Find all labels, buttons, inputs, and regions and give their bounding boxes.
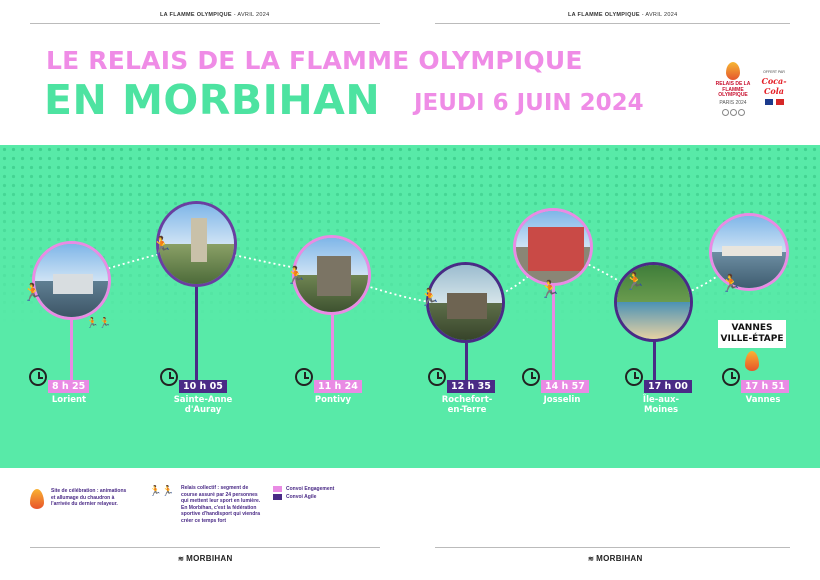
stop-city: Sainte-Anne d'Auray: [173, 395, 233, 415]
header-left: LA FLAMME OLYMPIQUE - AVRIL 2024: [160, 12, 270, 18]
footer-divider-left: [30, 547, 380, 548]
stop-pole: [195, 285, 198, 382]
stop-time: 10 h 05: [179, 380, 227, 393]
title-line1: LE RELAIS DE LA FLAMME OLYMPIQUE: [46, 46, 583, 75]
header-brand: LA FLAMME OLYMPIQUE: [160, 12, 232, 18]
stop-city: Lorient: [51, 395, 87, 405]
footer-divider-right: [435, 547, 790, 548]
dot-pattern: [0, 145, 820, 468]
title-line2: EN MORBIHAN: [44, 76, 381, 124]
stop-time: 17 h 51: [741, 380, 789, 393]
runner-icon: 🏃: [419, 288, 441, 307]
runner-icon: 🏃: [624, 272, 646, 291]
legend-convoi-engagement: Convoi Engagement: [286, 486, 335, 492]
stop-time: 8 h 25: [48, 380, 89, 393]
stop-pole: [331, 313, 334, 382]
morbihan-wave-icon: ≋: [178, 556, 185, 563]
runner-icon: 🏃: [151, 236, 173, 255]
clock-icon: [428, 368, 446, 386]
legend-convoi-agile: Convoi Agile: [286, 494, 317, 500]
clock-icon: [160, 368, 178, 386]
runner-icon: 🏃: [285, 266, 307, 285]
sponsor-logo: Coca-Cola: [761, 76, 787, 96]
header-divider-right: [435, 23, 790, 24]
logo-text: RELAIS DE LA FLAMME OLYMPIQUE: [715, 81, 751, 98]
stop-pole: [70, 317, 73, 382]
clock-icon: [295, 368, 313, 386]
celebration-flame-icon: [745, 351, 759, 371]
photo-josselin: [513, 208, 593, 286]
event-date: JEUDI 6 JUIN 2024: [414, 90, 644, 116]
clock-icon: [522, 368, 540, 386]
runner-icon: 🏃: [22, 283, 44, 302]
clock-icon: [722, 368, 740, 386]
torch-flame-icon: [726, 62, 740, 80]
stop-time: 17 h 00: [644, 380, 692, 393]
morbihan-wave-icon: ≋: [588, 556, 595, 563]
runner-icon: 🏃: [720, 274, 742, 293]
footer-brand: MORBIHAN: [186, 554, 233, 563]
stop-city: Rochefort- en-Terre: [441, 395, 493, 415]
stop-time: 12 h 35: [447, 380, 495, 393]
partner-logos: [758, 99, 790, 105]
header-date: AVRIL 2024: [237, 12, 270, 18]
dotted-route: [0, 145, 820, 468]
logo-paris: PARIS 2024: [719, 99, 747, 106]
footer-logo-right: [588, 554, 643, 563]
legend-relais-collectif: Relais collectif : segment de course assuré par 24 personnes qui mettent leur sport en lumière. En Morbihan, c'est la fédération sportive d'handisport qui viendra créer ce temps fort: [181, 485, 261, 524]
stop-time: 11 h 24: [314, 380, 362, 393]
legend-celebration: Site de célébration : animations et allumage du chaudron à l'arrivée du dernier relayeur.: [51, 488, 127, 507]
stop-pole: [653, 340, 656, 382]
stop-city: Pontivy: [314, 395, 352, 405]
stop-city: Josselin: [543, 395, 581, 405]
relais-collectif-icon: 🏃🏃: [86, 318, 111, 329]
header-brand: LA FLAMME OLYMPIQUE: [568, 12, 640, 18]
olympic-torch-relay-logo: [715, 62, 751, 116]
stop-time: 14 h 57: [541, 380, 589, 393]
header-right: LA FLAMME OLYMPIQUE - AVRIL 2024: [568, 12, 678, 18]
clock-icon: [29, 368, 47, 386]
photo-lorient: [32, 241, 111, 320]
footer-brand: MORBIHAN: [596, 554, 643, 563]
stop-city: Vannes: [745, 395, 781, 405]
legend-relais-icon: 🏃🏃: [149, 486, 174, 497]
stop-pole: [465, 343, 468, 382]
olympic-rings-icon: [715, 109, 751, 116]
header-date: AVRIL 2024: [645, 12, 678, 18]
legend-swatch-engagement: [273, 486, 282, 492]
header-divider-left: [30, 23, 380, 24]
ville-etape-label: VANNES VILLE-ÉTAPE: [718, 320, 786, 348]
footer-logo-left: [178, 554, 233, 563]
stop-pole: [552, 285, 555, 382]
clock-icon: [625, 368, 643, 386]
stop-city: Île-aux- Moines: [642, 395, 680, 415]
legend-swatch-agile: [273, 494, 282, 500]
route-band: [0, 145, 820, 468]
legend-flame-icon: [30, 489, 44, 509]
sponsor-heading: OFFERT PAR: [763, 70, 785, 74]
runner-icon: 🏃: [539, 280, 561, 299]
sponsor-block: [758, 70, 790, 105]
